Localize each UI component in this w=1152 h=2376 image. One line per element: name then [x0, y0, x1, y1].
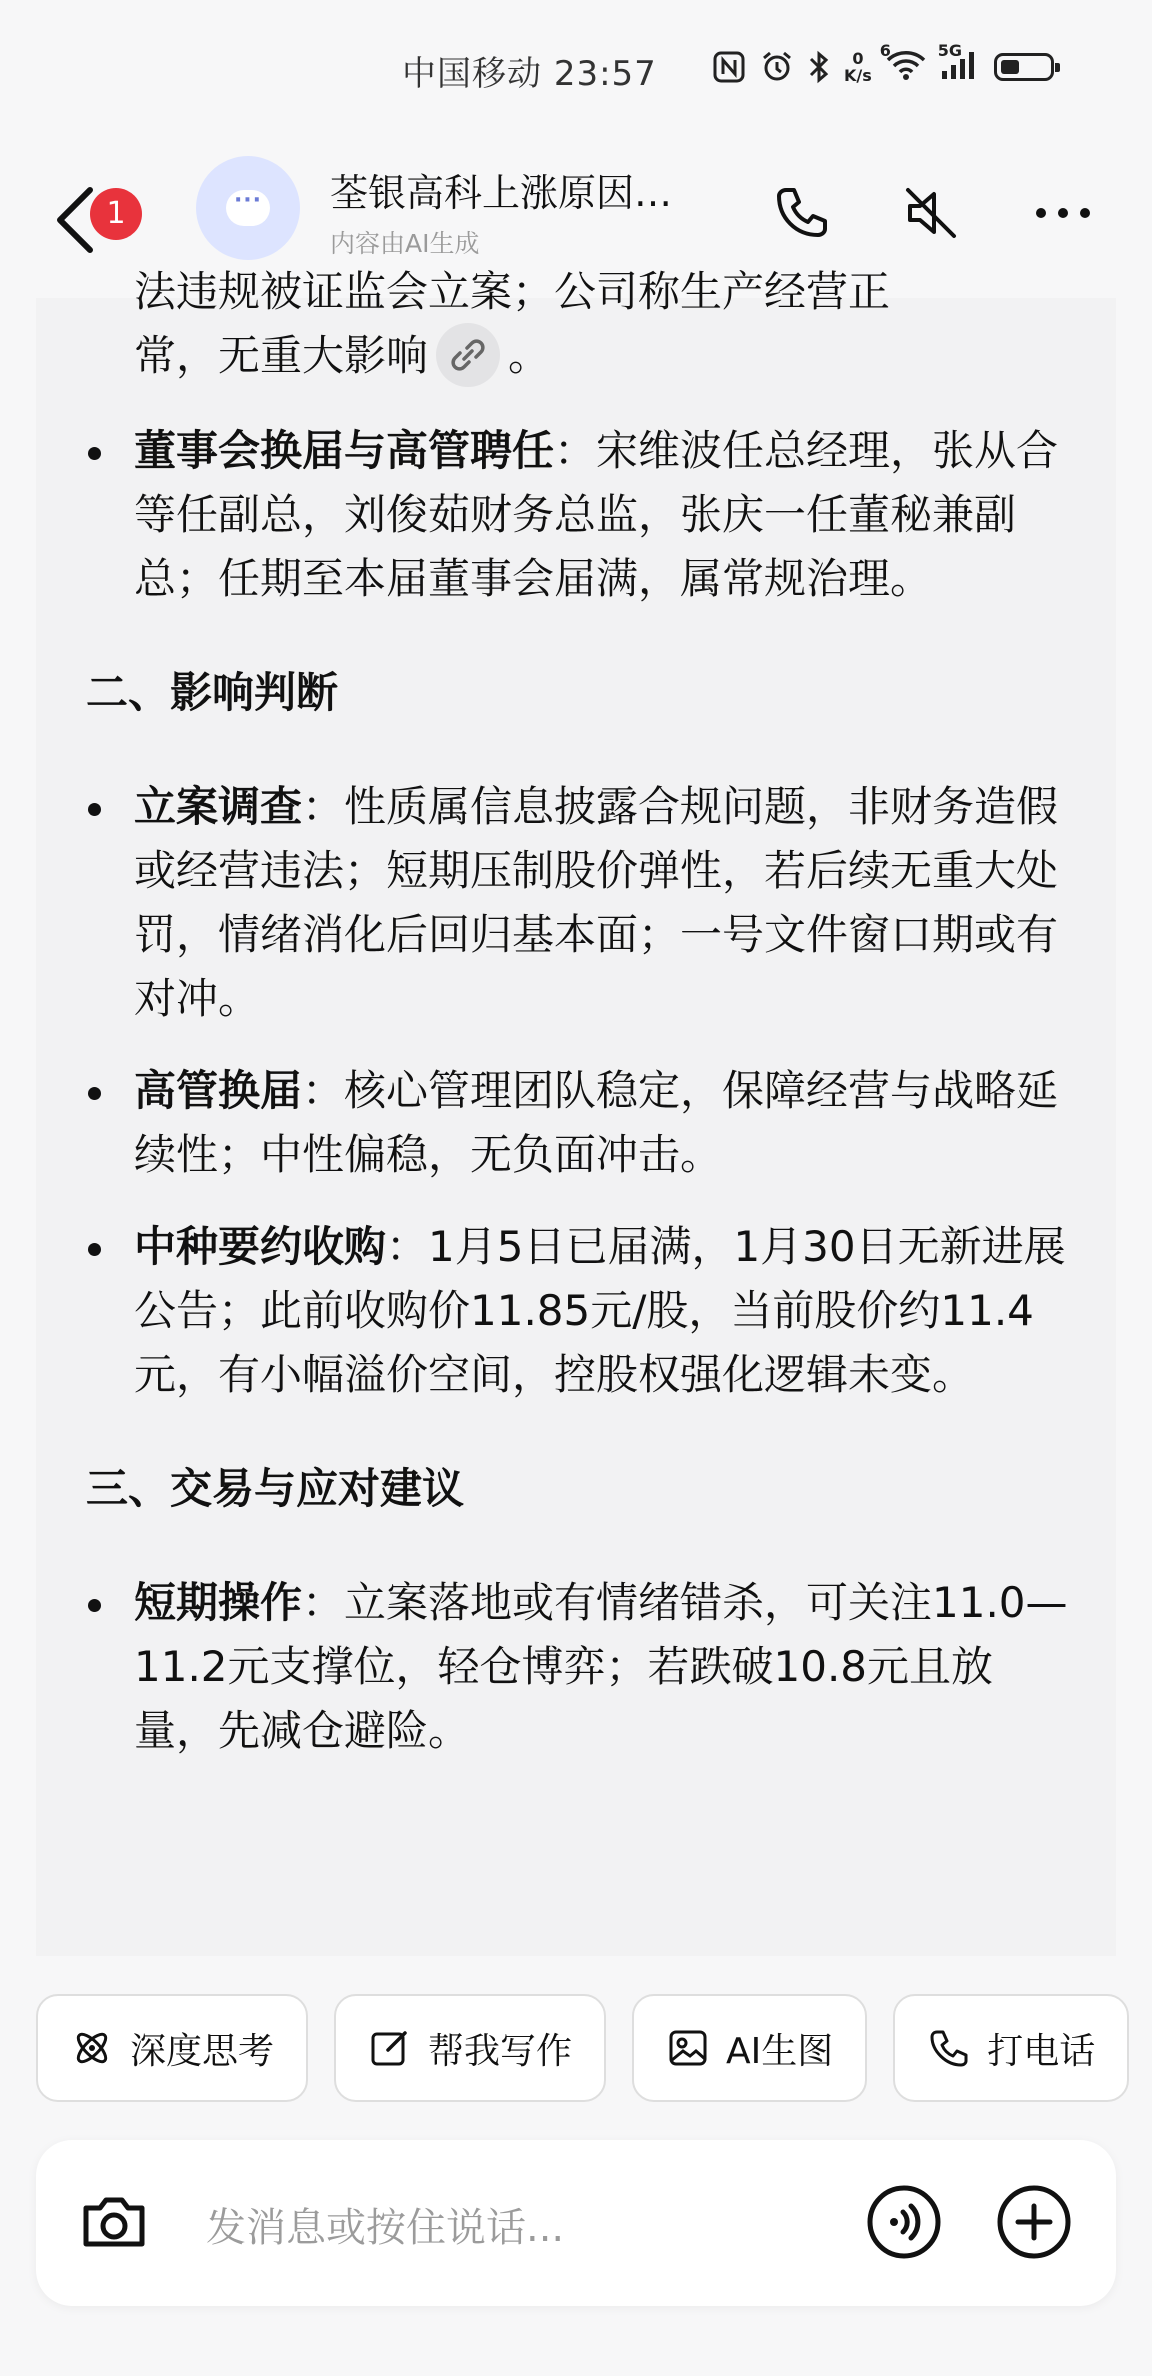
bullet-text: ：核心管理团队稳定，保障经营与战略延续性；中性偏稳，无负面冲击。 — [134, 1065, 1059, 1179]
phone-icon — [927, 2026, 971, 2070]
edit-icon — [368, 2026, 412, 2070]
bullet-heading: 高管换届 — [134, 1065, 303, 1115]
list-item — [36, 419, 1116, 611]
message-content — [36, 260, 1116, 1763]
bullet-heading: 短期操作 — [134, 1577, 303, 1627]
chip-label: 帮我写作 — [428, 2030, 573, 2072]
message-input-bar — [36, 2140, 1116, 2306]
section-heading: 二、影响判断 — [86, 667, 339, 717]
ai-message-card — [36, 267, 1116, 1956]
bullet-heading: 董事会换届与高管聘任 — [134, 425, 555, 475]
bullet-text: ：立案落地或有情绪错杀，可关注11.0—11.2元支撑位，轻仓博弈；若跌破10.8元且放量，先减仓避险。 — [134, 1577, 1068, 1755]
bullet-text: ：1月5日已届满，1月30日无新进展公告；此前收购价11.85元/股，当前股价约11.4元，有小幅溢价空间，控股权强化逻辑未变。 — [134, 1221, 1066, 1399]
add-icon[interactable] — [994, 2182, 1074, 2262]
status-icons — [712, 41, 1054, 90]
battery-icon — [994, 53, 1054, 81]
status-carrier-time — [402, 46, 657, 95]
bullet-heading: 立案调查 — [134, 781, 303, 831]
list-item — [36, 1215, 1116, 1407]
bullet — [88, 1599, 101, 1612]
quick-actions — [36, 1994, 1129, 2106]
bullet — [88, 1243, 101, 1256]
ai-image-button[interactable] — [632, 1994, 867, 2102]
partial-text: 。 — [508, 331, 551, 380]
status-bar — [0, 0, 1152, 140]
camera-icon[interactable] — [74, 2182, 154, 2262]
bullet-text: ：性质属信息披露合规问题，非财务造假或经营违法；短期压制股价弹性，若后续无重大处罚，情绪消化后回归基本面；一号文件窗口期或有对冲。 — [134, 781, 1059, 1023]
bullet-heading: 中种要约收购 — [134, 1221, 387, 1271]
bullet — [88, 803, 101, 816]
call-button[interactable] — [893, 1994, 1129, 2102]
partial-text: 常，无重大影响 — [134, 331, 429, 380]
chat-bubble-icon — [226, 190, 270, 226]
bluetooth-icon — [808, 50, 830, 84]
image-icon — [666, 2026, 710, 2070]
list-item — [36, 1571, 1116, 1763]
phone-icon[interactable] — [766, 178, 836, 248]
speaker-mute-icon[interactable] — [896, 178, 966, 248]
more-icon[interactable] — [1028, 178, 1098, 248]
ai-generated-note: 内容由AI生成 — [330, 229, 480, 258]
net-speed-unit: K/s — [844, 66, 872, 85]
voice-icon[interactable] — [864, 2182, 944, 2262]
unread-badge: 1 — [90, 188, 142, 240]
list-item — [36, 1059, 1116, 1187]
partial-text: 法违规被证监会立案；公司称生产经营正 — [134, 267, 891, 316]
net-speed — [844, 50, 872, 84]
message-input[interactable]: 发消息或按住说话... — [206, 2205, 565, 2251]
net-speed-value: 0 — [852, 49, 864, 68]
alarm-icon — [760, 50, 794, 84]
bullet-text: ：宋维波任总经理，张从合等任副总，刘俊茹财务总监，张庆一任董秘兼副总；任期至本届董事会届满，属常规治理。 — [134, 425, 1059, 603]
deep-think-button[interactable] — [36, 1994, 308, 2102]
carrier-name: 中国移动 — [402, 54, 542, 94]
signal-label: 5G — [937, 41, 963, 60]
bullet — [88, 1087, 101, 1100]
chip-label: AI生图 — [726, 2030, 834, 2072]
clock: 23:57 — [553, 54, 657, 94]
section-heading: 三、交易与应对建议 — [86, 1463, 465, 1513]
chip-label: 打电话 — [987, 2030, 1096, 2072]
help-write-button[interactable] — [334, 1994, 606, 2102]
wifi-label: 6 — [879, 41, 891, 60]
list-item — [36, 775, 1116, 1031]
nfc-icon — [712, 50, 746, 84]
avatar[interactable] — [196, 156, 300, 260]
list-item — [36, 260, 1116, 391]
wifi-indicator — [879, 41, 926, 85]
link-icon[interactable] — [436, 323, 500, 387]
cell-indicator — [937, 41, 980, 85]
bullet — [88, 447, 101, 460]
atom-icon — [70, 2026, 114, 2070]
chat-title[interactable]: 荃银高科上涨原因… — [330, 171, 673, 215]
wifi-icon — [886, 49, 926, 81]
chip-label: 深度思考 — [130, 2030, 275, 2072]
